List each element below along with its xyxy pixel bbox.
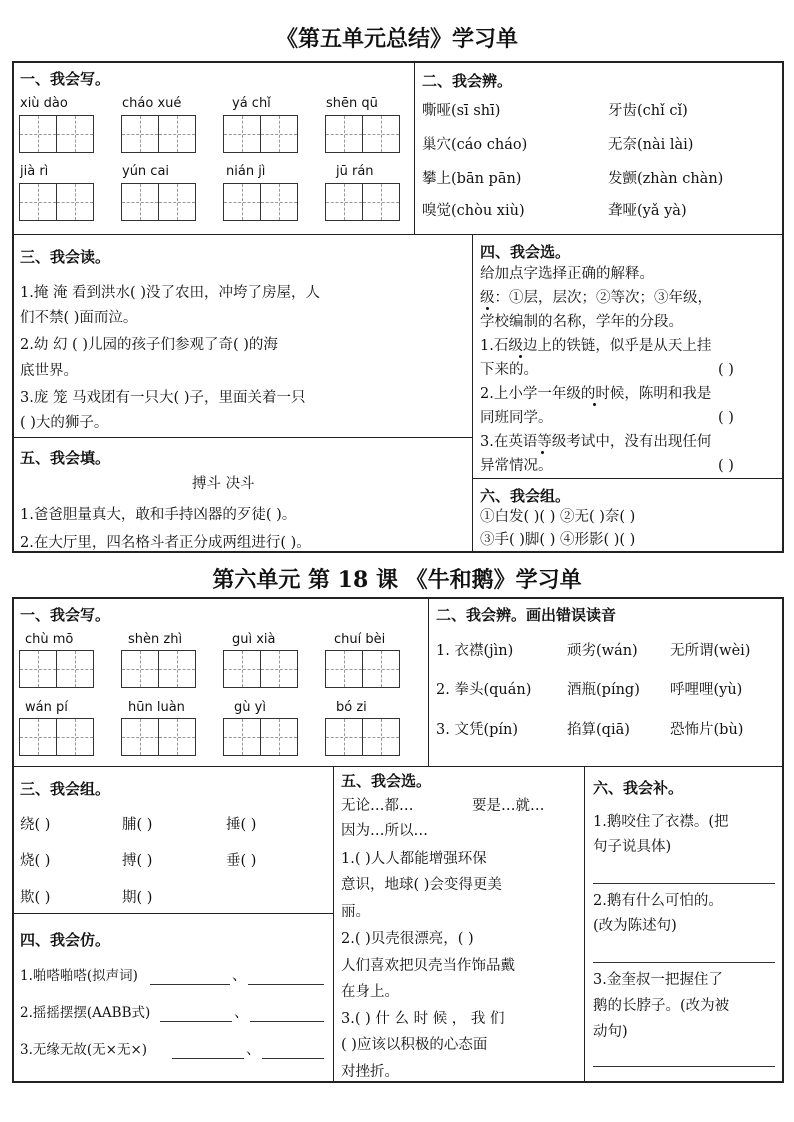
select-line: 丽。 [341,904,370,920]
choice-item[interactable]: 恐怖片(bù) [670,722,744,738]
pinyin: gù yì [234,700,266,715]
emphasis-dot [486,307,489,310]
u6-s6-head: 六、我会补。 [593,779,684,797]
select-line: 2.( )贝壳很漂亮，( ) [341,931,474,947]
group-item[interactable]: 欺( ) [20,890,51,906]
select-line: 级：①层，层次；②等次；③年级， [480,290,712,306]
choice-item[interactable]: 掐算(qiā) [567,722,630,738]
complete-line: 1.鹅咬住了衣襟。(把 [593,814,729,830]
group-item[interactable]: 脯( ) [122,817,153,833]
select-line: 给加点字选择正确的解释。 [480,266,654,282]
pinyin: shēn qū [326,96,378,111]
select-line: ( )应该以积极的心态面 [341,1037,488,1053]
choice-item[interactable]: 2. 拳头(quán) [436,682,532,698]
group-item[interactable]: 期( ) [122,890,153,906]
u5-s4-head: 四、我会选。 [480,243,571,261]
select-line: 学校编制的名称，学年的分段。 [480,314,683,330]
writing-grid[interactable] [325,183,398,221]
complete-line: 句子说具体) [593,839,672,855]
pinyin: chuí bèi [334,632,386,647]
complete-line: (改为陈述句) [593,918,677,934]
pinyin: shèn zhì [128,632,183,647]
writing-grid[interactable] [121,718,194,756]
reading-line: 底世界。 [20,363,78,379]
select-line: 异常情况。 [480,458,553,474]
complete-line: 动句) [593,1024,628,1040]
choice-item[interactable]: 发颤(zhàn chàn) [608,171,724,187]
u5-s1-head: 一、我会写。 [20,70,111,88]
group-line: ③手( )脚( ) ④形影( )( ) [480,532,636,548]
imitate-line: 1.啪嗒啪嗒(拟声词) [20,968,138,984]
select-line: 人们喜欢把贝壳当作饰品戴 [341,958,515,974]
writing-grid[interactable] [325,650,398,688]
choice-item[interactable]: 无所谓(wèi) [670,643,751,659]
select-line: 对挫折。 [341,1064,399,1080]
pinyin: wán pí [25,700,68,715]
select-line: 3.在英语等级考试中，没有出现任何 [480,434,712,450]
reading-line: ( )大的狮子。 [20,415,109,431]
pinyin: chù mō [25,632,74,647]
option: 要是…就… [472,798,545,814]
select-line: 2.上小学一年级的时候，陈明和我是 [480,386,712,402]
choice-item[interactable]: 巢穴(cáo cháo) [422,137,528,153]
answer-paren[interactable]: ( ) [718,362,734,378]
u6-s1-head: 一、我会写。 [20,606,111,624]
writing-grid[interactable] [19,183,92,221]
unit5-title: 《第五单元总结》学习单 [275,26,518,52]
pinyin: hūn luàn [128,700,185,715]
choice-item[interactable]: 牙齿(chǐ cǐ) [608,103,688,119]
pinyin: bó zi [336,700,367,715]
reading-line: 2.幼 幻 ( )儿园的孩子们参观了奇( )的海 [20,337,278,353]
pinyin: nián jì [226,164,266,179]
writing-grid[interactable] [223,183,296,221]
group-item[interactable]: 垂( ) [226,853,257,869]
pinyin: guì xià [232,632,276,647]
select-line: 在身上。 [341,984,399,1000]
u6-s5-head: 五、我会选。 [341,772,432,790]
choice-item[interactable]: 嘶哑(sī shī) [422,103,501,119]
answer-paren[interactable]: ( ) [718,410,734,426]
writing-grid[interactable] [121,183,194,221]
emphasis-dot [593,403,596,406]
writing-grid[interactable] [19,115,92,153]
fill-line: 2.在大厅里，四名格斗者正分成两组进行( )。 [20,535,311,551]
complete-line: 3.金奎叔一把握住了 [593,972,723,988]
group-item[interactable]: 烧( ) [20,853,51,869]
answer-line[interactable] [593,962,775,963]
writing-grid[interactable] [19,650,92,688]
choice-item[interactable]: 嗅觉(chòu xiù) [422,203,525,219]
group-item[interactable]: 捶( ) [226,817,257,833]
emphasis-dot [541,451,544,454]
option: 无论…都… [341,798,414,814]
pinyin: jū rán [336,164,374,179]
reading-line: 1.掩 淹 看到洪水( )没了农田，冲垮了房屋，人 [20,285,320,301]
writing-grid[interactable] [223,115,296,153]
group-line: ①白发( )( ) ②无( )奈( ) [480,509,636,525]
select-line: 3.( ) 什 么 时 候 ， 我 们 [341,1011,505,1027]
select-line: 下来的。 [480,362,538,378]
group-item[interactable]: 绕( ) [20,817,51,833]
choice-item[interactable]: 1. 衣襟(jìn) [436,643,514,659]
u5-s3-head: 三、我会读。 [20,248,111,266]
separator: 、 [232,968,247,984]
group-item[interactable]: 搏( ) [122,853,153,869]
choice-item[interactable]: 无奈(nài lài) [608,137,694,153]
imitate-line: 3.无缘无故(无×无×) [20,1042,148,1058]
select-line: 同班同学。 [480,410,553,426]
choice-item[interactable]: 攀上(bān pān) [422,171,522,187]
choice-item[interactable]: 聋哑(yǎ yà) [608,203,687,219]
writing-grid[interactable] [121,650,194,688]
pinyin: xiù dào [20,96,68,111]
option: 因为…所以… [341,823,428,839]
u5-s6-head: 六、我会组。 [480,487,571,505]
writing-grid[interactable] [325,115,398,153]
complete-line: 2.鹅有什么可怕的。 [593,893,723,909]
emphasis-dot [519,355,522,358]
complete-line: 鹅的长脖子。(改为被 [593,998,730,1014]
answer-line[interactable] [593,883,775,884]
imitate-line: 2.摇摇摆摆(AABB式) [20,1005,151,1021]
separator: 、 [234,1005,249,1021]
select-line: 意识，地球( )会变得更美 [341,877,502,893]
u6-s3-head: 三、我会组。 [20,780,111,798]
separator: 、 [246,1042,261,1058]
writing-grid[interactable] [223,718,296,756]
select-line: 1.石级边上的铁链，似乎是从天上挂 [480,338,712,354]
reading-line: 3.庞 笼 马戏团有一只大( )子，里面关着一只 [20,390,306,406]
answer-line[interactable] [593,1066,775,1067]
u5-s5-head: 五、我会填。 [20,449,111,467]
pinyin: cháo xué [122,96,182,111]
choice-item[interactable]: 顽劣(wán) [567,643,638,659]
pinyin: jià rì [20,164,49,179]
u6-s2-head: 二、我会辨。画出错误读音 [436,606,617,624]
pinyin: yún cai [122,164,170,179]
writing-grid[interactable] [121,115,194,153]
select-line: 1.( )人人都能增强环保 [341,851,487,867]
word-bank: 搏斗 决斗 [192,476,255,492]
answer-paren[interactable]: ( ) [718,458,734,474]
writing-grid[interactable] [223,650,296,688]
writing-grid[interactable] [19,718,92,756]
pinyin: yá chǐ [232,96,271,111]
u6-s4-head: 四、我会仿。 [20,931,111,949]
u5-s2-head: 二、我会辨。 [422,72,513,90]
reading-line: 们不禁( )面而泣。 [20,310,138,326]
choice-item[interactable]: 呼哩哩(yù) [670,682,743,698]
fill-line: 1.爸爸胆量真大，敢和手持凶器的歹徒( )。 [20,507,297,523]
choice-item[interactable]: 3. 文凭(pín) [436,722,519,738]
unit6-title: 第六单元 第 18 课 《牛和鹅》学习单 [212,567,582,593]
writing-grid[interactable] [325,718,398,756]
choice-item[interactable]: 酒瓶(píng) [567,682,640,698]
